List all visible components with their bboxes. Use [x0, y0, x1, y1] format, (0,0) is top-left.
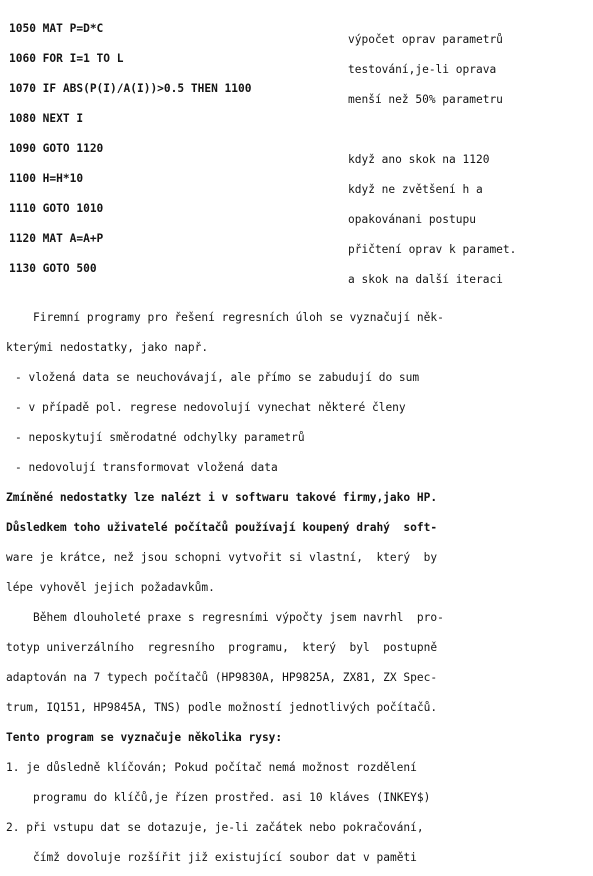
text-line: adaptován na 7 typech počítačů (HP9830A, HP9825A, ZX81, ZX Spec- [6, 671, 438, 684]
code-comment: když ano skok na 1120 [348, 153, 490, 167]
text-line: Zmíněné nedostatky lze nalézt i v softwaru takové firmy,jako HP. [6, 491, 438, 504]
list-item: - v případě pol. regrese nedovolují vynechat některé členy [15, 401, 406, 414]
list-item: - nedovolují transformovat vložená data [15, 461, 278, 474]
code-row [0, 132, 593, 167]
code-comment: přičtení oprav k paramet. [348, 243, 517, 257]
code-comment: a skok na další iteraci [348, 273, 503, 287]
code-comment: testování,je-li oprava [348, 63, 497, 77]
code-row [0, 162, 593, 197]
code-row [0, 72, 593, 107]
code-row [0, 42, 593, 77]
text-line: totyp univerzálního regresního programu, který byl postupně [6, 641, 438, 654]
code-comment: menší než 50% parametru [348, 93, 503, 107]
code-comment: když ne zvětšení h a [348, 183, 483, 197]
code-row [0, 12, 593, 47]
code-line: 1080 NEXT I [9, 112, 84, 126]
text-line: lépe vyhověl jejich požadavkům. [6, 581, 215, 594]
code-line: 1090 GOTO 1120 [9, 142, 104, 156]
code-row [0, 102, 593, 126]
code-line: 1050 MAT P=D*C [9, 22, 104, 36]
text-line: trum, IQ151, HP9845A, TNS) podle možností jednotlivých počítačů. [6, 701, 438, 714]
code-line: 1100 H=H*10 [9, 172, 84, 186]
numbered-item-continuation: čímž dovoluje rozšířit již existující soubor dat v paměti [33, 851, 417, 864]
code-line: 1120 MAT A=A+P [9, 232, 104, 246]
code-line: 1130 GOTO 500 [9, 262, 97, 276]
code-row [0, 192, 593, 227]
numbered-item: 2. při vstupu dat se dotazuje, je-li začátek nebo pokračování, [6, 821, 424, 834]
code-line: 1070 IF ABS(P(I)/A(I))>0.5 THEN 1100 [9, 82, 252, 96]
text-line: Důsledkem toho uživatelé počítačů používají koupený drahý soft- [6, 521, 438, 534]
code-comment: výpočet oprav parametrů [348, 33, 503, 47]
text-line: kterými nedostatky, jako např. [6, 341, 209, 354]
text-line: Tento program se vyznačuje několika rysy: [6, 731, 283, 744]
numbered-item: 1. je důsledně klíčován; Pokud počítač nemá možnost rozdělení [6, 761, 417, 774]
code-line: 1060 FOR I=1 TO L [9, 52, 124, 66]
list-item: - vložená data se neuchovávají, ale přímo se zabudují do sum [15, 371, 420, 384]
text-line: Během dlouholeté praxe s regresními výpočty jsem navrhl pro- [33, 611, 444, 624]
text-line: Firemní programy pro řešení regresních úloh se vyznačují něk- [33, 311, 444, 324]
code-row [0, 252, 593, 287]
list-item: - neposkytují směrodatné odchylky parametrů [15, 431, 305, 444]
code-row [0, 222, 593, 257]
numbered-item-continuation: programu do klíčů,je řízen prostřed. asi 10 kláves (INKEY$) [33, 791, 431, 804]
text-line: ware je krátce, než jsou schopni vytvořit si vlastní, který by [6, 551, 438, 564]
code-line: 1110 GOTO 1010 [9, 202, 104, 216]
code-comment: opakovánani postupu [348, 213, 476, 227]
